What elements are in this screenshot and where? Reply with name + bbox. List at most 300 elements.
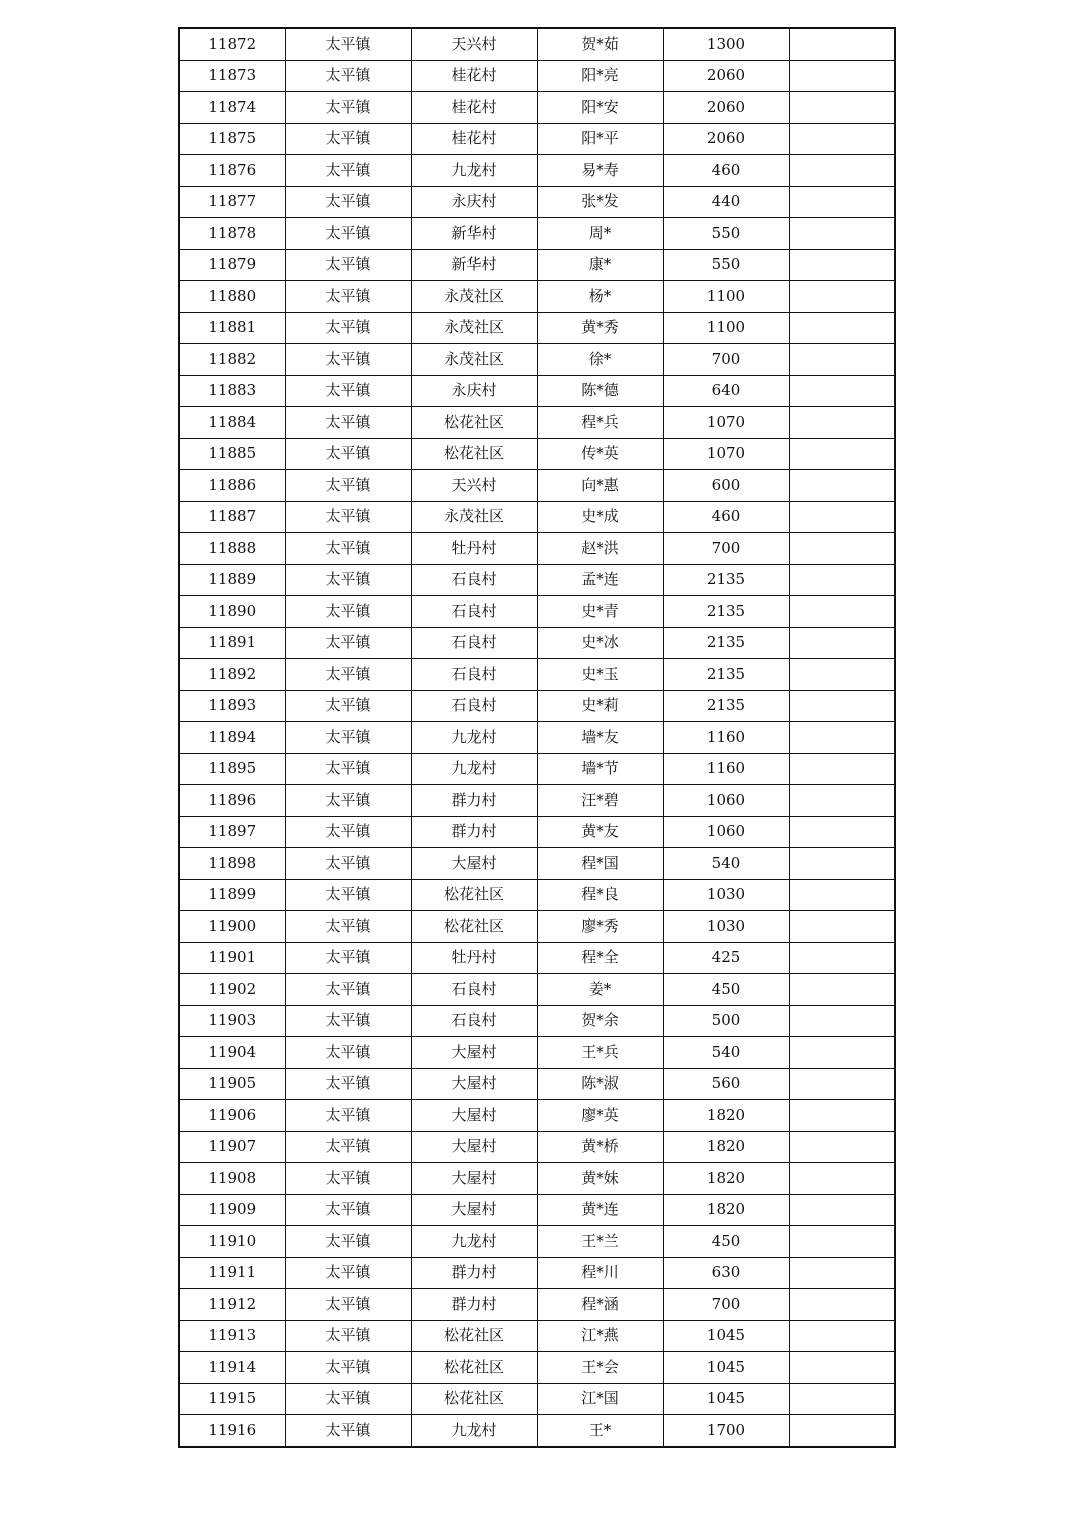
remark-cell	[789, 1100, 895, 1132]
amount-cell: 700	[663, 344, 789, 376]
row-number-cell: 11901	[179, 942, 285, 974]
amount-cell: 1030	[663, 911, 789, 943]
table-row	[179, 627, 895, 659]
town-cell: 太平镇	[285, 785, 411, 817]
village-cell: 石良村	[411, 659, 537, 691]
table-row	[179, 722, 895, 754]
table-row	[179, 28, 895, 60]
row-number-cell: 11900	[179, 911, 285, 943]
town-cell: 太平镇	[285, 312, 411, 344]
remark-cell	[789, 564, 895, 596]
table-row	[179, 344, 895, 376]
table-row	[179, 312, 895, 344]
amount-cell: 1100	[663, 312, 789, 344]
amount-cell: 700	[663, 1289, 789, 1321]
village-cell: 桂花村	[411, 92, 537, 124]
table-row	[179, 1068, 895, 1100]
name-cell: 汪*碧	[537, 785, 663, 817]
amount-cell: 560	[663, 1068, 789, 1100]
village-cell: 永茂社区	[411, 281, 537, 313]
village-cell: 天兴村	[411, 470, 537, 502]
village-cell: 永庆村	[411, 375, 537, 407]
amount-cell: 550	[663, 218, 789, 250]
name-cell: 程*川	[537, 1257, 663, 1289]
remark-cell	[789, 785, 895, 817]
remark-cell	[789, 1068, 895, 1100]
table-row	[179, 1226, 895, 1258]
town-cell: 太平镇	[285, 1226, 411, 1258]
table-row	[179, 974, 895, 1006]
town-cell: 太平镇	[285, 911, 411, 943]
remark-cell	[789, 596, 895, 628]
remark-cell	[789, 1005, 895, 1037]
town-cell: 太平镇	[285, 753, 411, 785]
name-cell: 程*涵	[537, 1289, 663, 1321]
table-row	[179, 92, 895, 124]
town-cell: 太平镇	[285, 375, 411, 407]
amount-cell: 1045	[663, 1352, 789, 1384]
town-cell: 太平镇	[285, 1289, 411, 1321]
table-row	[179, 1383, 895, 1415]
table-row	[179, 690, 895, 722]
row-number-cell: 11910	[179, 1226, 285, 1258]
name-cell: 徐*	[537, 344, 663, 376]
name-cell: 程*全	[537, 942, 663, 974]
row-number-cell: 11899	[179, 879, 285, 911]
village-cell: 松花社区	[411, 1320, 537, 1352]
name-cell: 江*燕	[537, 1320, 663, 1352]
table-row	[179, 533, 895, 565]
amount-cell: 2135	[663, 627, 789, 659]
name-cell: 易*寿	[537, 155, 663, 187]
amount-cell: 440	[663, 186, 789, 218]
table-row	[179, 848, 895, 880]
village-cell: 群力村	[411, 816, 537, 848]
row-number-cell: 11912	[179, 1289, 285, 1321]
village-cell: 大屋村	[411, 1100, 537, 1132]
town-cell: 太平镇	[285, 28, 411, 60]
row-number-cell: 11895	[179, 753, 285, 785]
amount-cell: 1030	[663, 879, 789, 911]
row-number-cell: 11914	[179, 1352, 285, 1384]
name-cell: 周*	[537, 218, 663, 250]
amount-cell: 540	[663, 1037, 789, 1069]
remark-cell	[789, 438, 895, 470]
village-cell: 永茂社区	[411, 501, 537, 533]
name-cell: 廖*英	[537, 1100, 663, 1132]
town-cell: 太平镇	[285, 1320, 411, 1352]
remark-cell	[789, 60, 895, 92]
town-cell: 太平镇	[285, 1131, 411, 1163]
row-number-cell: 11886	[179, 470, 285, 502]
town-cell: 太平镇	[285, 186, 411, 218]
table-row	[179, 1257, 895, 1289]
amount-cell: 460	[663, 155, 789, 187]
row-number-cell: 11888	[179, 533, 285, 565]
row-number-cell: 11876	[179, 155, 285, 187]
row-number-cell: 11897	[179, 816, 285, 848]
name-cell: 王*兵	[537, 1037, 663, 1069]
name-cell: 史*成	[537, 501, 663, 533]
remark-cell	[789, 1257, 895, 1289]
village-cell: 松花社区	[411, 879, 537, 911]
row-number-cell: 11909	[179, 1194, 285, 1226]
village-cell: 石良村	[411, 627, 537, 659]
village-cell: 群力村	[411, 1289, 537, 1321]
amount-cell: 1820	[663, 1131, 789, 1163]
village-cell: 九龙村	[411, 722, 537, 754]
name-cell: 康*	[537, 249, 663, 281]
name-cell: 阳*平	[537, 123, 663, 155]
name-cell: 王*	[537, 1415, 663, 1447]
name-cell: 黄*秀	[537, 312, 663, 344]
row-number-cell: 11889	[179, 564, 285, 596]
amount-cell: 1160	[663, 722, 789, 754]
remark-cell	[789, 879, 895, 911]
town-cell: 太平镇	[285, 1383, 411, 1415]
row-number-cell: 11875	[179, 123, 285, 155]
name-cell: 姜*	[537, 974, 663, 1006]
table-row	[179, 1320, 895, 1352]
remark-cell	[789, 470, 895, 502]
amount-cell: 1045	[663, 1320, 789, 1352]
table-row	[179, 1415, 895, 1447]
remark-cell	[789, 28, 895, 60]
remark-cell	[789, 659, 895, 691]
remark-cell	[789, 848, 895, 880]
name-cell: 陈*淑	[537, 1068, 663, 1100]
village-cell: 松花社区	[411, 911, 537, 943]
amount-cell: 2135	[663, 690, 789, 722]
town-cell: 太平镇	[285, 627, 411, 659]
remark-cell	[789, 942, 895, 974]
amount-cell: 2060	[663, 123, 789, 155]
row-number-cell: 11911	[179, 1257, 285, 1289]
records-table	[178, 27, 896, 1448]
table-row	[179, 155, 895, 187]
village-cell: 石良村	[411, 974, 537, 1006]
table-row	[179, 501, 895, 533]
town-cell: 太平镇	[285, 942, 411, 974]
row-number-cell: 11887	[179, 501, 285, 533]
table-row	[179, 407, 895, 439]
table-row	[179, 942, 895, 974]
village-cell: 天兴村	[411, 28, 537, 60]
row-number-cell: 11907	[179, 1131, 285, 1163]
amount-cell: 2135	[663, 659, 789, 691]
name-cell: 廖*秀	[537, 911, 663, 943]
village-cell: 松花社区	[411, 1352, 537, 1384]
row-number-cell: 11913	[179, 1320, 285, 1352]
remark-cell	[789, 1226, 895, 1258]
town-cell: 太平镇	[285, 1257, 411, 1289]
town-cell: 太平镇	[285, 218, 411, 250]
amount-cell: 2060	[663, 92, 789, 124]
town-cell: 太平镇	[285, 564, 411, 596]
name-cell: 孟*连	[537, 564, 663, 596]
table-row	[179, 1289, 895, 1321]
remark-cell	[789, 407, 895, 439]
row-number-cell: 11881	[179, 312, 285, 344]
remark-cell	[789, 92, 895, 124]
row-number-cell: 11898	[179, 848, 285, 880]
remark-cell	[789, 1194, 895, 1226]
name-cell: 黄*连	[537, 1194, 663, 1226]
amount-cell: 600	[663, 470, 789, 502]
remark-cell	[789, 1131, 895, 1163]
town-cell: 太平镇	[285, 438, 411, 470]
village-cell: 大屋村	[411, 1163, 537, 1195]
amount-cell: 450	[663, 974, 789, 1006]
row-number-cell: 11903	[179, 1005, 285, 1037]
town-cell: 太平镇	[285, 1005, 411, 1037]
table-row	[179, 596, 895, 628]
village-cell: 九龙村	[411, 155, 537, 187]
row-number-cell: 11902	[179, 974, 285, 1006]
amount-cell: 1700	[663, 1415, 789, 1447]
name-cell: 向*惠	[537, 470, 663, 502]
town-cell: 太平镇	[285, 690, 411, 722]
name-cell: 江*国	[537, 1383, 663, 1415]
name-cell: 史*玉	[537, 659, 663, 691]
table-row	[179, 816, 895, 848]
village-cell: 大屋村	[411, 1068, 537, 1100]
amount-cell: 450	[663, 1226, 789, 1258]
row-number-cell: 11904	[179, 1037, 285, 1069]
row-number-cell: 11906	[179, 1100, 285, 1132]
row-number-cell: 11882	[179, 344, 285, 376]
name-cell: 史*冰	[537, 627, 663, 659]
village-cell: 新华村	[411, 249, 537, 281]
village-cell: 永茂社区	[411, 312, 537, 344]
amount-cell: 540	[663, 848, 789, 880]
town-cell: 太平镇	[285, 123, 411, 155]
table-row	[179, 659, 895, 691]
row-number-cell: 11884	[179, 407, 285, 439]
row-number-cell: 11890	[179, 596, 285, 628]
name-cell: 史*莉	[537, 690, 663, 722]
amount-cell: 1060	[663, 816, 789, 848]
village-cell: 永茂社区	[411, 344, 537, 376]
amount-cell: 1100	[663, 281, 789, 313]
remark-cell	[789, 155, 895, 187]
name-cell: 王*兰	[537, 1226, 663, 1258]
remark-cell	[789, 218, 895, 250]
town-cell: 太平镇	[285, 848, 411, 880]
row-number-cell: 11916	[179, 1415, 285, 1447]
village-cell: 大屋村	[411, 1194, 537, 1226]
village-cell: 群力村	[411, 1257, 537, 1289]
name-cell: 程*国	[537, 848, 663, 880]
row-number-cell: 11883	[179, 375, 285, 407]
remark-cell	[789, 186, 895, 218]
row-number-cell: 11915	[179, 1383, 285, 1415]
row-number-cell: 11908	[179, 1163, 285, 1195]
row-number-cell: 11894	[179, 722, 285, 754]
name-cell: 赵*洪	[537, 533, 663, 565]
table-row	[179, 1131, 895, 1163]
row-number-cell: 11905	[179, 1068, 285, 1100]
table-row	[179, 1037, 895, 1069]
village-cell: 九龙村	[411, 1226, 537, 1258]
name-cell: 王*会	[537, 1352, 663, 1384]
village-cell: 石良村	[411, 1005, 537, 1037]
name-cell: 张*发	[537, 186, 663, 218]
remark-cell	[789, 816, 895, 848]
name-cell: 贺*余	[537, 1005, 663, 1037]
town-cell: 太平镇	[285, 155, 411, 187]
name-cell: 阳*安	[537, 92, 663, 124]
table-row	[179, 1194, 895, 1226]
table-row	[179, 218, 895, 250]
remark-cell	[789, 1289, 895, 1321]
table-row	[179, 879, 895, 911]
table-row	[179, 1352, 895, 1384]
row-number-cell: 11879	[179, 249, 285, 281]
remark-cell	[789, 974, 895, 1006]
name-cell: 陈*德	[537, 375, 663, 407]
row-number-cell: 11872	[179, 28, 285, 60]
town-cell: 太平镇	[285, 974, 411, 1006]
village-cell: 新华村	[411, 218, 537, 250]
village-cell: 石良村	[411, 596, 537, 628]
amount-cell: 700	[663, 533, 789, 565]
remark-cell	[789, 690, 895, 722]
town-cell: 太平镇	[285, 501, 411, 533]
table-row	[179, 470, 895, 502]
remark-cell	[789, 1320, 895, 1352]
name-cell: 黄*妹	[537, 1163, 663, 1195]
village-cell: 桂花村	[411, 123, 537, 155]
remark-cell	[789, 1383, 895, 1415]
town-cell: 太平镇	[285, 533, 411, 565]
town-cell: 太平镇	[285, 1415, 411, 1447]
remark-cell	[789, 501, 895, 533]
town-cell: 太平镇	[285, 407, 411, 439]
name-cell: 黄*友	[537, 816, 663, 848]
table-row	[179, 1005, 895, 1037]
town-cell: 太平镇	[285, 1163, 411, 1195]
remark-cell	[789, 753, 895, 785]
remark-cell	[789, 1037, 895, 1069]
remark-cell	[789, 281, 895, 313]
row-number-cell: 11893	[179, 690, 285, 722]
row-number-cell: 11873	[179, 60, 285, 92]
amount-cell: 1045	[663, 1383, 789, 1415]
amount-cell: 1070	[663, 438, 789, 470]
name-cell: 传*英	[537, 438, 663, 470]
village-cell: 大屋村	[411, 1131, 537, 1163]
remark-cell	[789, 375, 895, 407]
row-number-cell: 11896	[179, 785, 285, 817]
village-cell: 石良村	[411, 564, 537, 596]
town-cell: 太平镇	[285, 60, 411, 92]
amount-cell: 425	[663, 942, 789, 974]
town-cell: 太平镇	[285, 1037, 411, 1069]
row-number-cell: 11891	[179, 627, 285, 659]
amount-cell: 630	[663, 1257, 789, 1289]
table-row	[179, 1163, 895, 1195]
table-row	[179, 375, 895, 407]
table-row	[179, 911, 895, 943]
town-cell: 太平镇	[285, 816, 411, 848]
amount-cell: 550	[663, 249, 789, 281]
name-cell: 黄*桥	[537, 1131, 663, 1163]
town-cell: 太平镇	[285, 879, 411, 911]
row-number-cell: 11874	[179, 92, 285, 124]
village-cell: 大屋村	[411, 848, 537, 880]
village-cell: 九龙村	[411, 753, 537, 785]
village-cell: 永庆村	[411, 186, 537, 218]
village-cell: 桂花村	[411, 60, 537, 92]
name-cell: 墙*友	[537, 722, 663, 754]
amount-cell: 460	[663, 501, 789, 533]
remark-cell	[789, 123, 895, 155]
amount-cell: 1300	[663, 28, 789, 60]
row-number-cell: 11885	[179, 438, 285, 470]
town-cell: 太平镇	[285, 1100, 411, 1132]
village-cell: 松花社区	[411, 407, 537, 439]
table-row	[179, 186, 895, 218]
village-cell: 松花社区	[411, 438, 537, 470]
remark-cell	[789, 1163, 895, 1195]
row-number-cell: 11878	[179, 218, 285, 250]
table-row	[179, 60, 895, 92]
table-row	[179, 249, 895, 281]
row-number-cell: 11880	[179, 281, 285, 313]
town-cell: 太平镇	[285, 1194, 411, 1226]
name-cell: 贺*茹	[537, 28, 663, 60]
remark-cell	[789, 627, 895, 659]
remark-cell	[789, 533, 895, 565]
amount-cell: 1070	[663, 407, 789, 439]
name-cell: 杨*	[537, 281, 663, 313]
table-row	[179, 281, 895, 313]
village-cell: 牡丹村	[411, 942, 537, 974]
village-cell: 石良村	[411, 690, 537, 722]
amount-cell: 1820	[663, 1100, 789, 1132]
village-cell: 大屋村	[411, 1037, 537, 1069]
town-cell: 太平镇	[285, 249, 411, 281]
amount-cell: 500	[663, 1005, 789, 1037]
name-cell: 墙*节	[537, 753, 663, 785]
records-body	[179, 28, 895, 1447]
remark-cell	[789, 722, 895, 754]
remark-cell	[789, 344, 895, 376]
name-cell: 史*青	[537, 596, 663, 628]
remark-cell	[789, 1352, 895, 1384]
village-cell: 群力村	[411, 785, 537, 817]
amount-cell: 1160	[663, 753, 789, 785]
remark-cell	[789, 911, 895, 943]
table-row	[179, 753, 895, 785]
town-cell: 太平镇	[285, 344, 411, 376]
amount-cell: 1820	[663, 1163, 789, 1195]
table-row	[179, 123, 895, 155]
town-cell: 太平镇	[285, 92, 411, 124]
row-number-cell: 11877	[179, 186, 285, 218]
table-row	[179, 438, 895, 470]
amount-cell: 1820	[663, 1194, 789, 1226]
table-row	[179, 564, 895, 596]
table-row	[179, 1100, 895, 1132]
village-cell: 松花社区	[411, 1383, 537, 1415]
town-cell: 太平镇	[285, 1352, 411, 1384]
remark-cell	[789, 249, 895, 281]
name-cell: 程*良	[537, 879, 663, 911]
table-row	[179, 785, 895, 817]
town-cell: 太平镇	[285, 659, 411, 691]
